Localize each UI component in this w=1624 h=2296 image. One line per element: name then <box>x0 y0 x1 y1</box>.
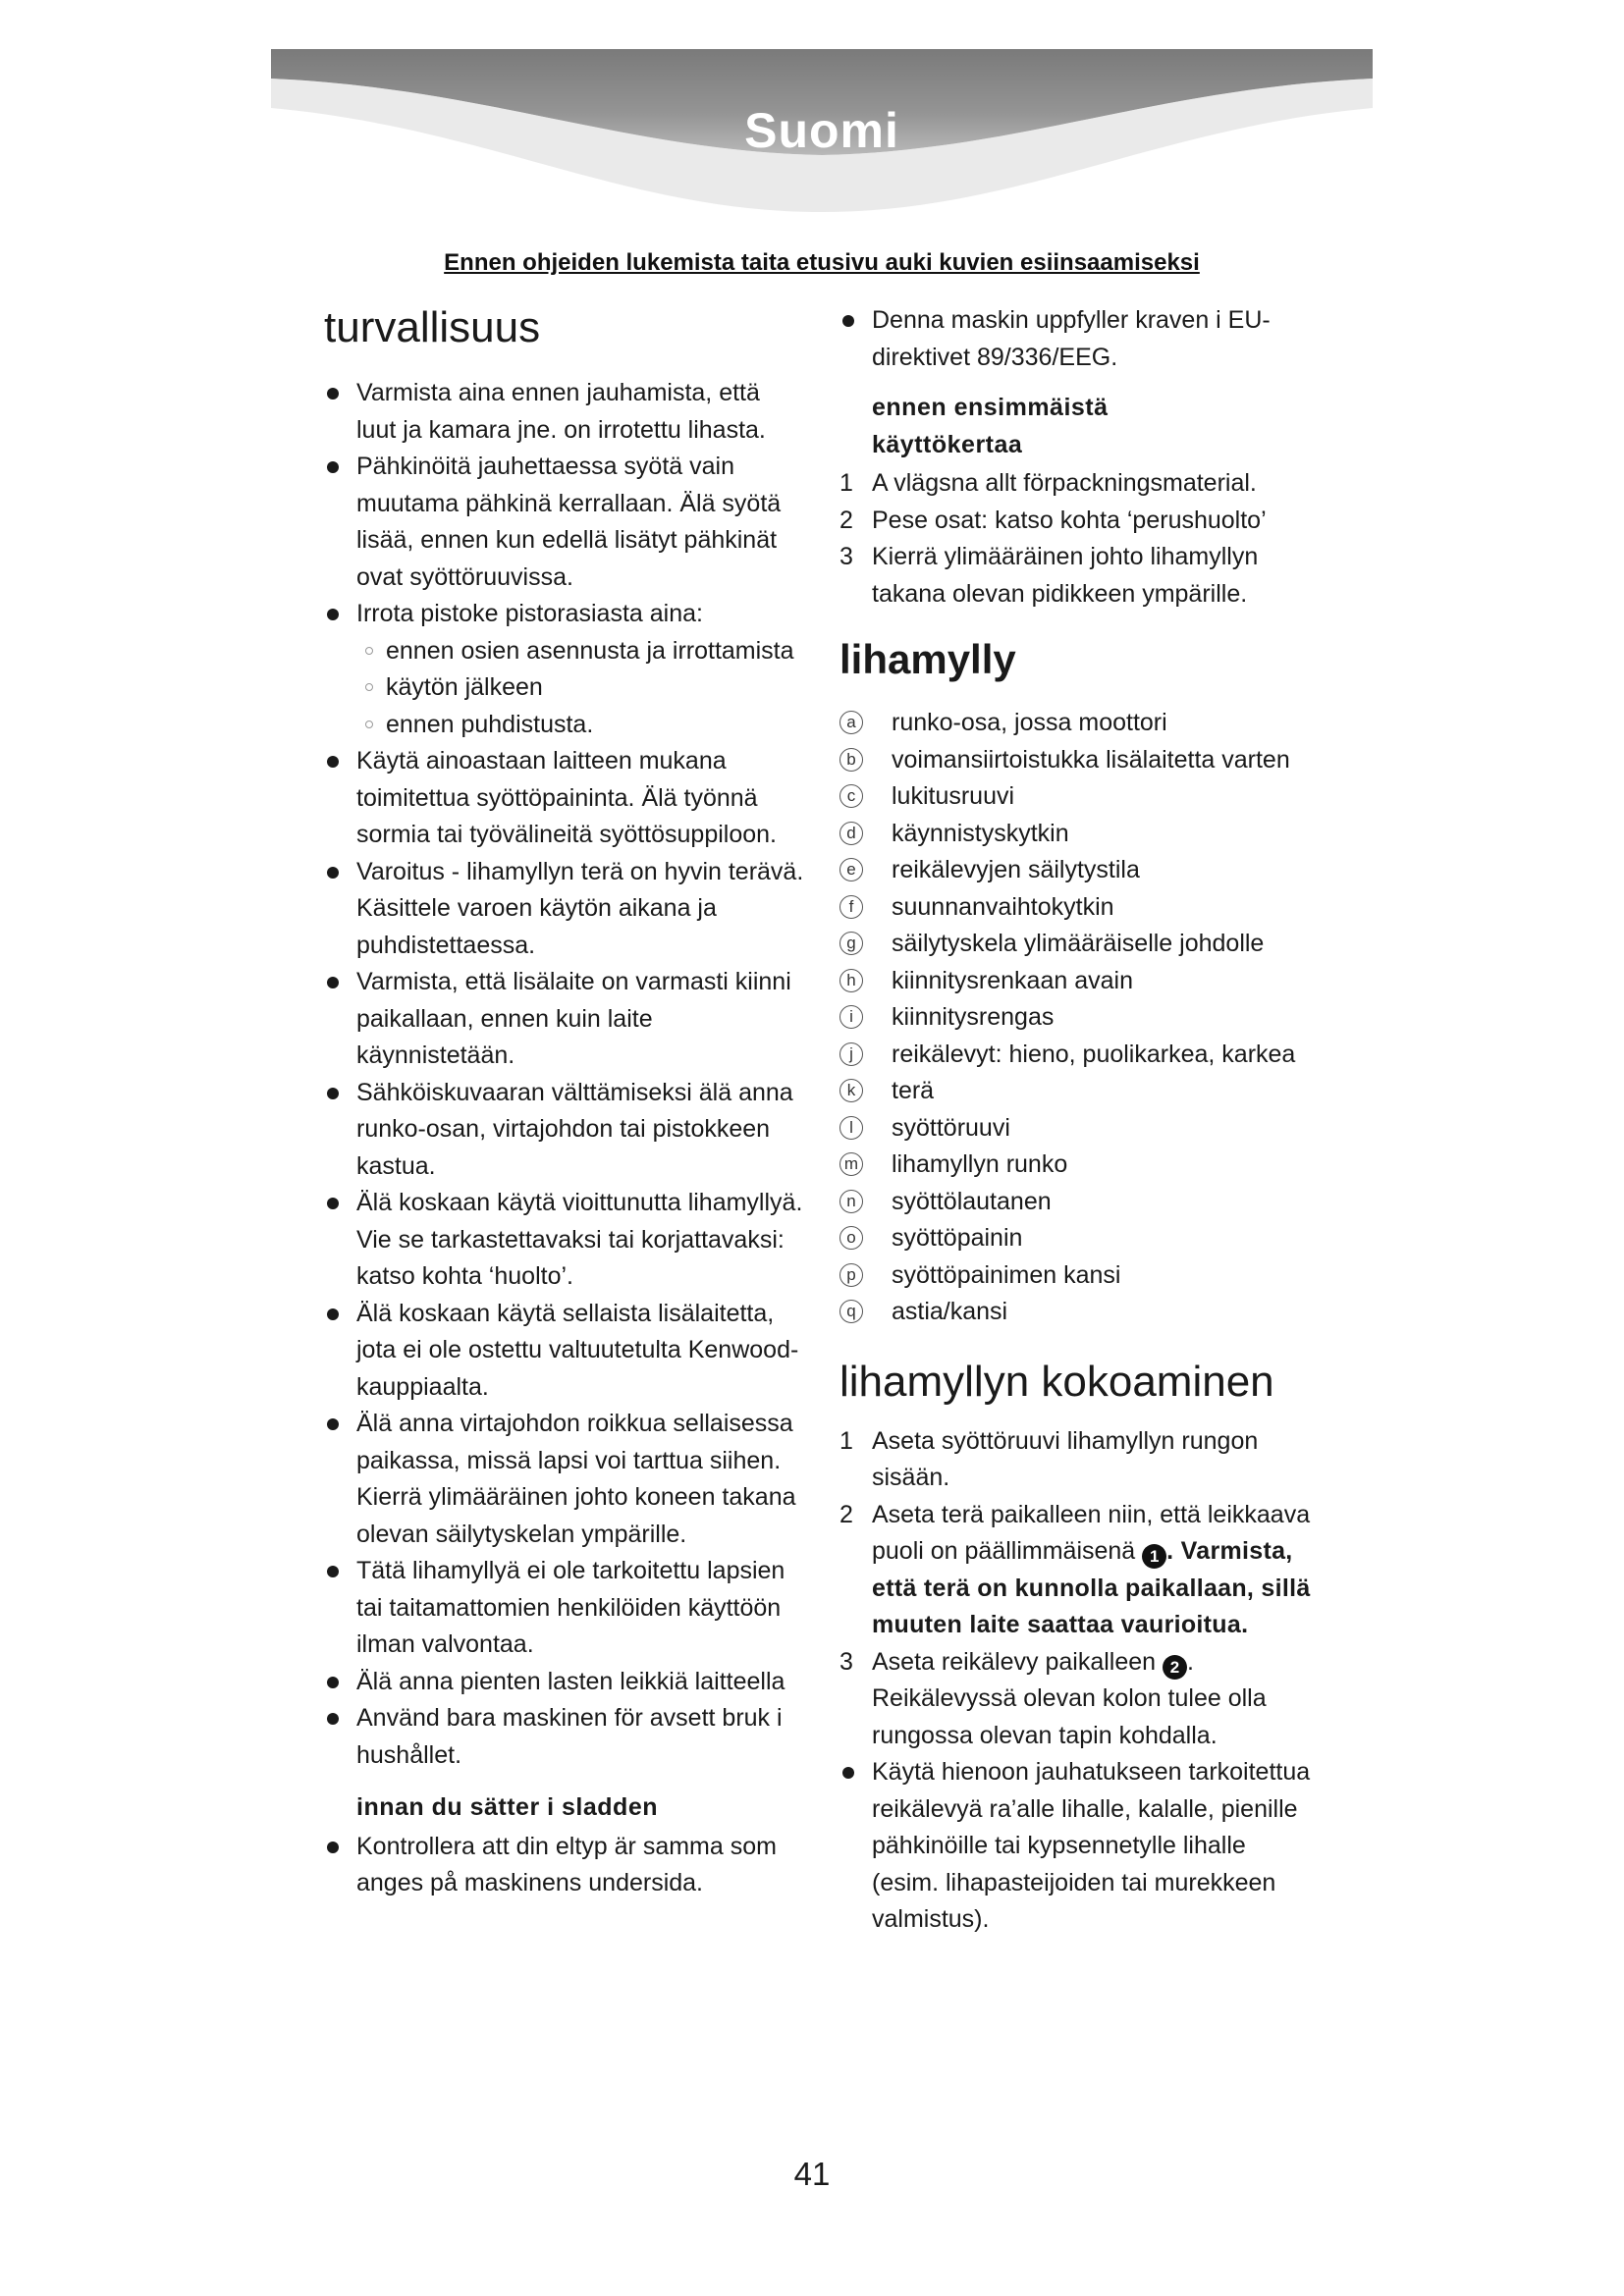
first-use-step: 2 Pese osat: katso kohta ‘perushuolto’ <box>839 506 1267 534</box>
header-banner <box>271 49 1373 212</box>
sub-item: käytön jälkeen <box>356 669 805 707</box>
plug-item: Denna maskin uppfyller kraven i EU-direktivet 89/336/EEG. <box>839 302 1311 376</box>
part-label: runko-osa, jossa moottori <box>892 709 1167 736</box>
part-item <box>839 889 1311 927</box>
part-letter-icon: e <box>839 858 863 881</box>
safety-item: Älä koskaan käytä vioittunutta lihamyllyä. Vie se tarkastettavaksi tai korjattavaksi: katso kohta ‘huolto’. <box>324 1185 805 1296</box>
safety-item: Varmista aina ennen jauhamista, että luut ja kamara jne. on irrotettu lihasta. <box>324 375 805 449</box>
part-letter-icon: q <box>839 1300 863 1323</box>
part-label: reikälevyjen säilytystila <box>892 856 1140 883</box>
safety-item: Pähkinöitä jauhettaessa syötä vain muutama pähkinä kerrallaan. Älä syötä lisää, ennen kun edellä lisätyt pähkinät ovat syöttöruuvissa. <box>324 449 805 596</box>
part-label: syöttöpainimen kansi <box>892 1260 1121 1289</box>
part-letter-icon: k <box>839 1079 863 1102</box>
part-letter-icon: i <box>839 1005 863 1029</box>
first-use-steps <box>839 465 1311 613</box>
first-use-step: 3 Kierrä ylimääräinen johto lihamyllyn takana olevan pidikkeen ympärille. <box>839 543 1259 608</box>
part-letter-icon: a <box>839 711 863 734</box>
safety-item-unplug <box>324 596 805 743</box>
part-label: kiinnitysrenkaan avain <box>892 966 1133 994</box>
part-label: suunnanvaihtokytkin <box>892 892 1114 921</box>
part-label: säilytyskela ylimääräiselle johdolle <box>892 930 1265 957</box>
part-label: terä <box>892 1077 935 1104</box>
part-letter-icon: h <box>839 969 863 992</box>
part-letter-icon: m <box>839 1152 863 1176</box>
page-number: 41 <box>793 2156 831 2192</box>
part-item <box>839 1110 1311 1148</box>
part-letter-icon: g <box>839 932 863 955</box>
figure-1-icon: 1 <box>1142 1544 1166 1569</box>
safety-item: Varmista, että lisälaite on varmasti kiinni paikallaan, ennen kuin laite käynnistetään. <box>324 964 805 1075</box>
part-label: käynnistyskytkin <box>892 819 1069 847</box>
safety-item: Använd bara maskinen för avsett bruk i hushållet. <box>324 1700 805 1774</box>
unplug-sublist <box>356 633 805 744</box>
part-item <box>839 999 1311 1037</box>
safety-item: Tätä lihamyllyä ei ole tarkoitettu lapsien tai taitamattomien henkilöiden käyttöön ilman valvontaa. <box>324 1553 805 1664</box>
assembly-step-2: 2 Aseta terä paikalleen niin, että leikkaava puoli on päällimmäisenä 1 . Varmista, että terä on kunnolla paikallaan, sillä muuten laite saattaa vaurioitua. <box>839 1500 1311 1638</box>
assembly-step-1: 1 Aseta syöttöruuvi lihamyllyn rungon sisään. <box>839 1426 1259 1491</box>
part-item <box>839 1184 1311 1221</box>
part-label: reikälevyt: hieno, puolikarkea, karkea <box>892 1040 1296 1068</box>
part-item <box>839 816 1311 853</box>
part-item <box>839 926 1311 963</box>
part-item <box>839 1220 1311 1257</box>
figure-2-icon: 2 <box>1163 1655 1187 1680</box>
part-label: syöttöruuvi <box>892 1113 1010 1142</box>
plug-heading: innan du sätter i sladden <box>356 1793 658 1821</box>
part-item <box>839 1257 1311 1295</box>
safety-item: Sähköiskuvaaran välttämiseksi älä anna runko-osan, virtajohdon tai pistokkeen kastua. <box>324 1075 805 1186</box>
part-item <box>839 852 1311 889</box>
assembly-bullets <box>839 1754 1311 1939</box>
part-letter-icon: l <box>839 1116 863 1140</box>
plug-list <box>324 1829 805 1902</box>
part-letter-icon: j <box>839 1042 863 1066</box>
part-label: lihamyllyn runko <box>892 1150 1068 1178</box>
safety-item: Älä anna virtajohdon roikkua sellaisessa paikassa, missä lapsi voi tarttua siihen. Kierrä ylimääräinen johto koneen takana olevan säilytyskelan ympärille. <box>324 1406 805 1553</box>
part-item <box>839 705 1311 742</box>
part-letter-icon: d <box>839 822 863 845</box>
plug-item: Kontrollera att din eltyp är samma som anges på maskinens undersida. <box>324 1829 805 1902</box>
part-label: astia/kansi <box>892 1298 1008 1325</box>
safety-item: Älä anna pienten lasten leikkiä laitteella <box>324 1664 805 1701</box>
plug-list-cont <box>839 302 1311 376</box>
part-item <box>839 1073 1311 1110</box>
part-item <box>839 742 1311 779</box>
part-label: voimansiirtoistukka lisälaitetta varten <box>892 745 1290 774</box>
safety-item: Käytä ainoastaan laitteen mukana toimitettua syöttöpaininta. Älä työnnä sormia tai työvälineitä syöttösuppiloon. <box>324 743 805 854</box>
part-item <box>839 778 1311 816</box>
part-label: lukitusruuvi <box>892 782 1015 810</box>
assembly-heading: lihamyllyn kokoaminen <box>839 1357 1274 1406</box>
assembly-bullet: Käytä hienoon jauhatukseen tarkoitettua reikälevyä ra’alle lihalle, kalalle, pienille pähkinöille tai kypsennetylle lihalle (esim. lihapasteijoiden tai murekkeen valmistus). <box>839 1754 1311 1939</box>
parts-list <box>839 705 1311 1331</box>
part-letter-icon: c <box>839 784 863 808</box>
part-item <box>839 1294 1311 1331</box>
part-letter-icon: o <box>839 1226 863 1250</box>
safety-heading: turvallisuus <box>324 303 541 351</box>
part-label: syöttöpainin <box>892 1224 1023 1252</box>
part-label: syöttölautanen <box>892 1187 1052 1215</box>
part-letter-icon: b <box>839 748 863 772</box>
part-item <box>839 1037 1311 1074</box>
part-item <box>839 1147 1311 1184</box>
part-letter-icon: n <box>839 1190 863 1213</box>
part-letter-icon: f <box>839 895 863 919</box>
safety-item: Älä koskaan käytä sellaista lisälaitetta, jota ei ole ostettu valtuutetulta Kenwood-kauppiaalta. <box>324 1296 805 1407</box>
assembly-steps <box>839 1423 1311 1755</box>
sub-item: ennen osien asennusta ja irrottamista <box>356 633 805 670</box>
part-label: kiinnitysrengas <box>892 1003 1055 1031</box>
assembly-warning: . Varmista, että terä on kunnolla paikallaan, sillä muuten laite saattaa vaurioitua. <box>872 1537 1311 1638</box>
part-letter-icon: p <box>839 1263 863 1287</box>
safety-list <box>324 375 805 1774</box>
first-use-heading: ennen ensimmäistä käyttökertaa <box>872 394 1109 458</box>
first-use-step: 1 A vlägsna allt förpackningsmaterial. <box>839 469 1257 497</box>
safety-item-text: Irrota pistoke pistorasiasta aina: <box>356 600 703 627</box>
prelude-note: Ennen ohjeiden lukemista taita etusivu auki kuvien esiinsaamiseksi <box>444 249 1200 276</box>
assembly-step-3: 3 Aseta reikälevy paikalleen 2 . Reikälevyssä olevan kolon tulee olla rungossa olevan tapin kohdalla. <box>839 1647 1267 1749</box>
safety-item: Varoitus - lihamyllyn terä on hyvin terävä. Käsittele varoen käytön aikana ja puhdistettaessa. <box>324 854 805 965</box>
left-column <box>324 294 805 1902</box>
part-item <box>839 963 1311 1000</box>
page-title: Suomi <box>744 103 899 158</box>
parts-heading: lihamylly <box>839 636 1016 682</box>
sub-item: ennen puhdistusta. <box>356 707 805 744</box>
right-column <box>839 294 1311 1939</box>
